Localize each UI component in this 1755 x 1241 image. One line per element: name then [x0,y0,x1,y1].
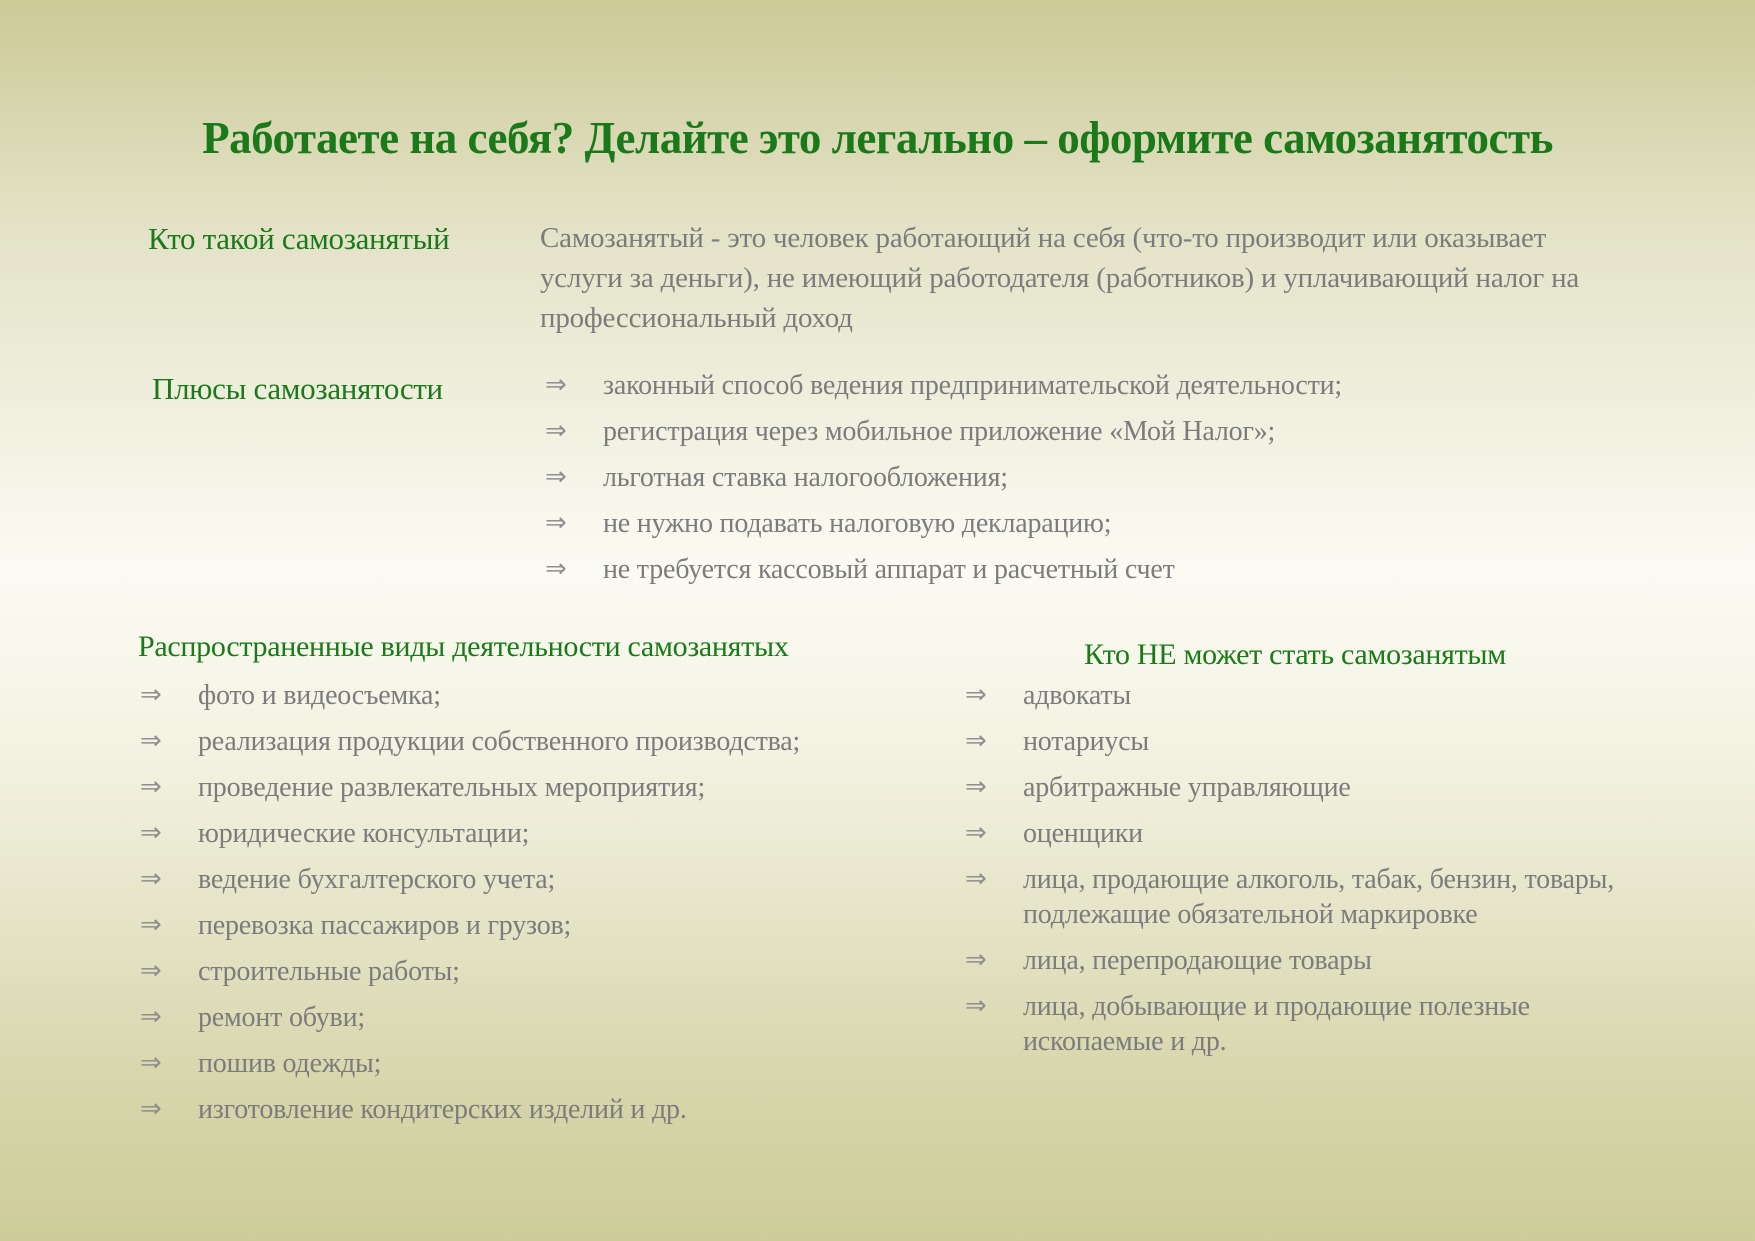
list-item [965,943,1637,978]
list-item-text: перевозка пассажиров и грузов; [198,910,572,941]
list-item [965,724,1637,759]
list-item-text: пошив одежды; [198,1048,382,1079]
double-arrow-icon: ⇒ [140,1094,162,1124]
list-item-text: ведение бухгалтерского учета; [198,864,556,895]
double-arrow-icon: ⇒ [140,864,162,894]
double-arrow-icon: ⇒ [965,726,987,756]
list-item [140,1092,900,1127]
activities-heading: Распространенные виды деятельности самозанятых [138,630,789,663]
list-item-text: не нужно подавать налоговую декларацию; [603,508,1112,539]
list-item-text: лица, перепродающие товары [1023,945,1372,976]
activities-list [140,678,900,1138]
list-item [140,770,900,805]
list-item [140,816,900,851]
list-item [545,460,1555,495]
list-item [140,908,900,943]
double-arrow-icon: ⇒ [965,945,987,975]
list-item [965,678,1637,713]
slide-title: Работаете на себя? Делайте это легально – оформите самозанятость [202,113,1553,163]
double-arrow-icon: ⇒ [965,864,987,894]
double-arrow-icon: ⇒ [140,1048,162,1078]
list-item-text: юридические консультации; [198,818,530,849]
double-arrow-icon: ⇒ [140,818,162,848]
double-arrow-icon: ⇒ [140,910,162,940]
list-item [140,862,900,897]
double-arrow-icon: ⇒ [140,726,162,756]
pluses-heading: Плюсы самозанятости [152,371,443,406]
double-arrow-icon: ⇒ [965,991,987,1021]
list-item-text: ремонт обуви; [198,1002,365,1033]
list-item [140,1000,900,1035]
pluses-list [545,368,1555,598]
list-item-text: не требуется кассовый аппарат и расчетный счет [603,554,1175,585]
list-item [140,954,900,989]
list-item [545,506,1555,541]
who-definition-text: Самозанятый - это человек работающий на себя (что-то производит или оказывает услуги за деньги), не имеющий работодателя (работников) и уплачивающий налог на профессиональный доход [540,222,1580,334]
list-item-text: фото и видеосъемка; [198,680,441,711]
double-arrow-icon: ⇒ [965,818,987,848]
double-arrow-icon: ⇒ [965,772,987,802]
list-item-text: изготовление кондитерских изделий и др. [198,1094,687,1125]
list-item-text: адвокаты [1023,680,1132,711]
list-item-text: лица, продающие алкоголь, табак, бензин, товары, подлежащие обязательной маркировке [1023,864,1615,930]
list-item [140,724,900,759]
list-item-text: лица, добывающие и продающие полезные ископаемые и др. [1023,991,1530,1057]
double-arrow-icon: ⇒ [140,772,162,802]
list-item-text: льготная ставка налогообложения; [603,462,1008,493]
double-arrow-icon: ⇒ [545,462,567,492]
list-item-text: законный способ ведения предпринимательской деятельности; [603,370,1342,401]
list-item [965,816,1637,851]
double-arrow-icon: ⇒ [140,680,162,710]
excluded-list [965,678,1637,1070]
list-item-text: проведение развлекательных мероприятия; [198,772,706,803]
list-item-text: строительные работы; [198,956,460,987]
list-item [545,552,1555,587]
list-item [545,414,1555,449]
list-item-text: оценщики [1023,818,1143,849]
double-arrow-icon: ⇒ [545,554,567,584]
list-item [965,989,1637,1059]
double-arrow-icon: ⇒ [545,416,567,446]
list-item [965,770,1637,805]
excluded-heading: Кто НЕ может стать самозанятым [1084,638,1506,671]
double-arrow-icon: ⇒ [140,1002,162,1032]
who-heading: Кто такой самозанятый [148,221,450,256]
list-item [140,1046,900,1081]
double-arrow-icon: ⇒ [545,370,567,400]
list-item-text: регистрация через мобильное приложение «Мой Налог»; [603,416,1276,447]
list-item-text: нотариусы [1023,726,1150,757]
list-item [965,862,1637,932]
list-item [140,678,900,713]
double-arrow-icon: ⇒ [545,508,567,538]
list-item-text: арбитражные управляющие [1023,772,1351,803]
list-item-text: реализация продукции собственного производства; [198,726,801,757]
list-item [545,368,1555,403]
double-arrow-icon: ⇒ [140,956,162,986]
double-arrow-icon: ⇒ [965,680,987,710]
